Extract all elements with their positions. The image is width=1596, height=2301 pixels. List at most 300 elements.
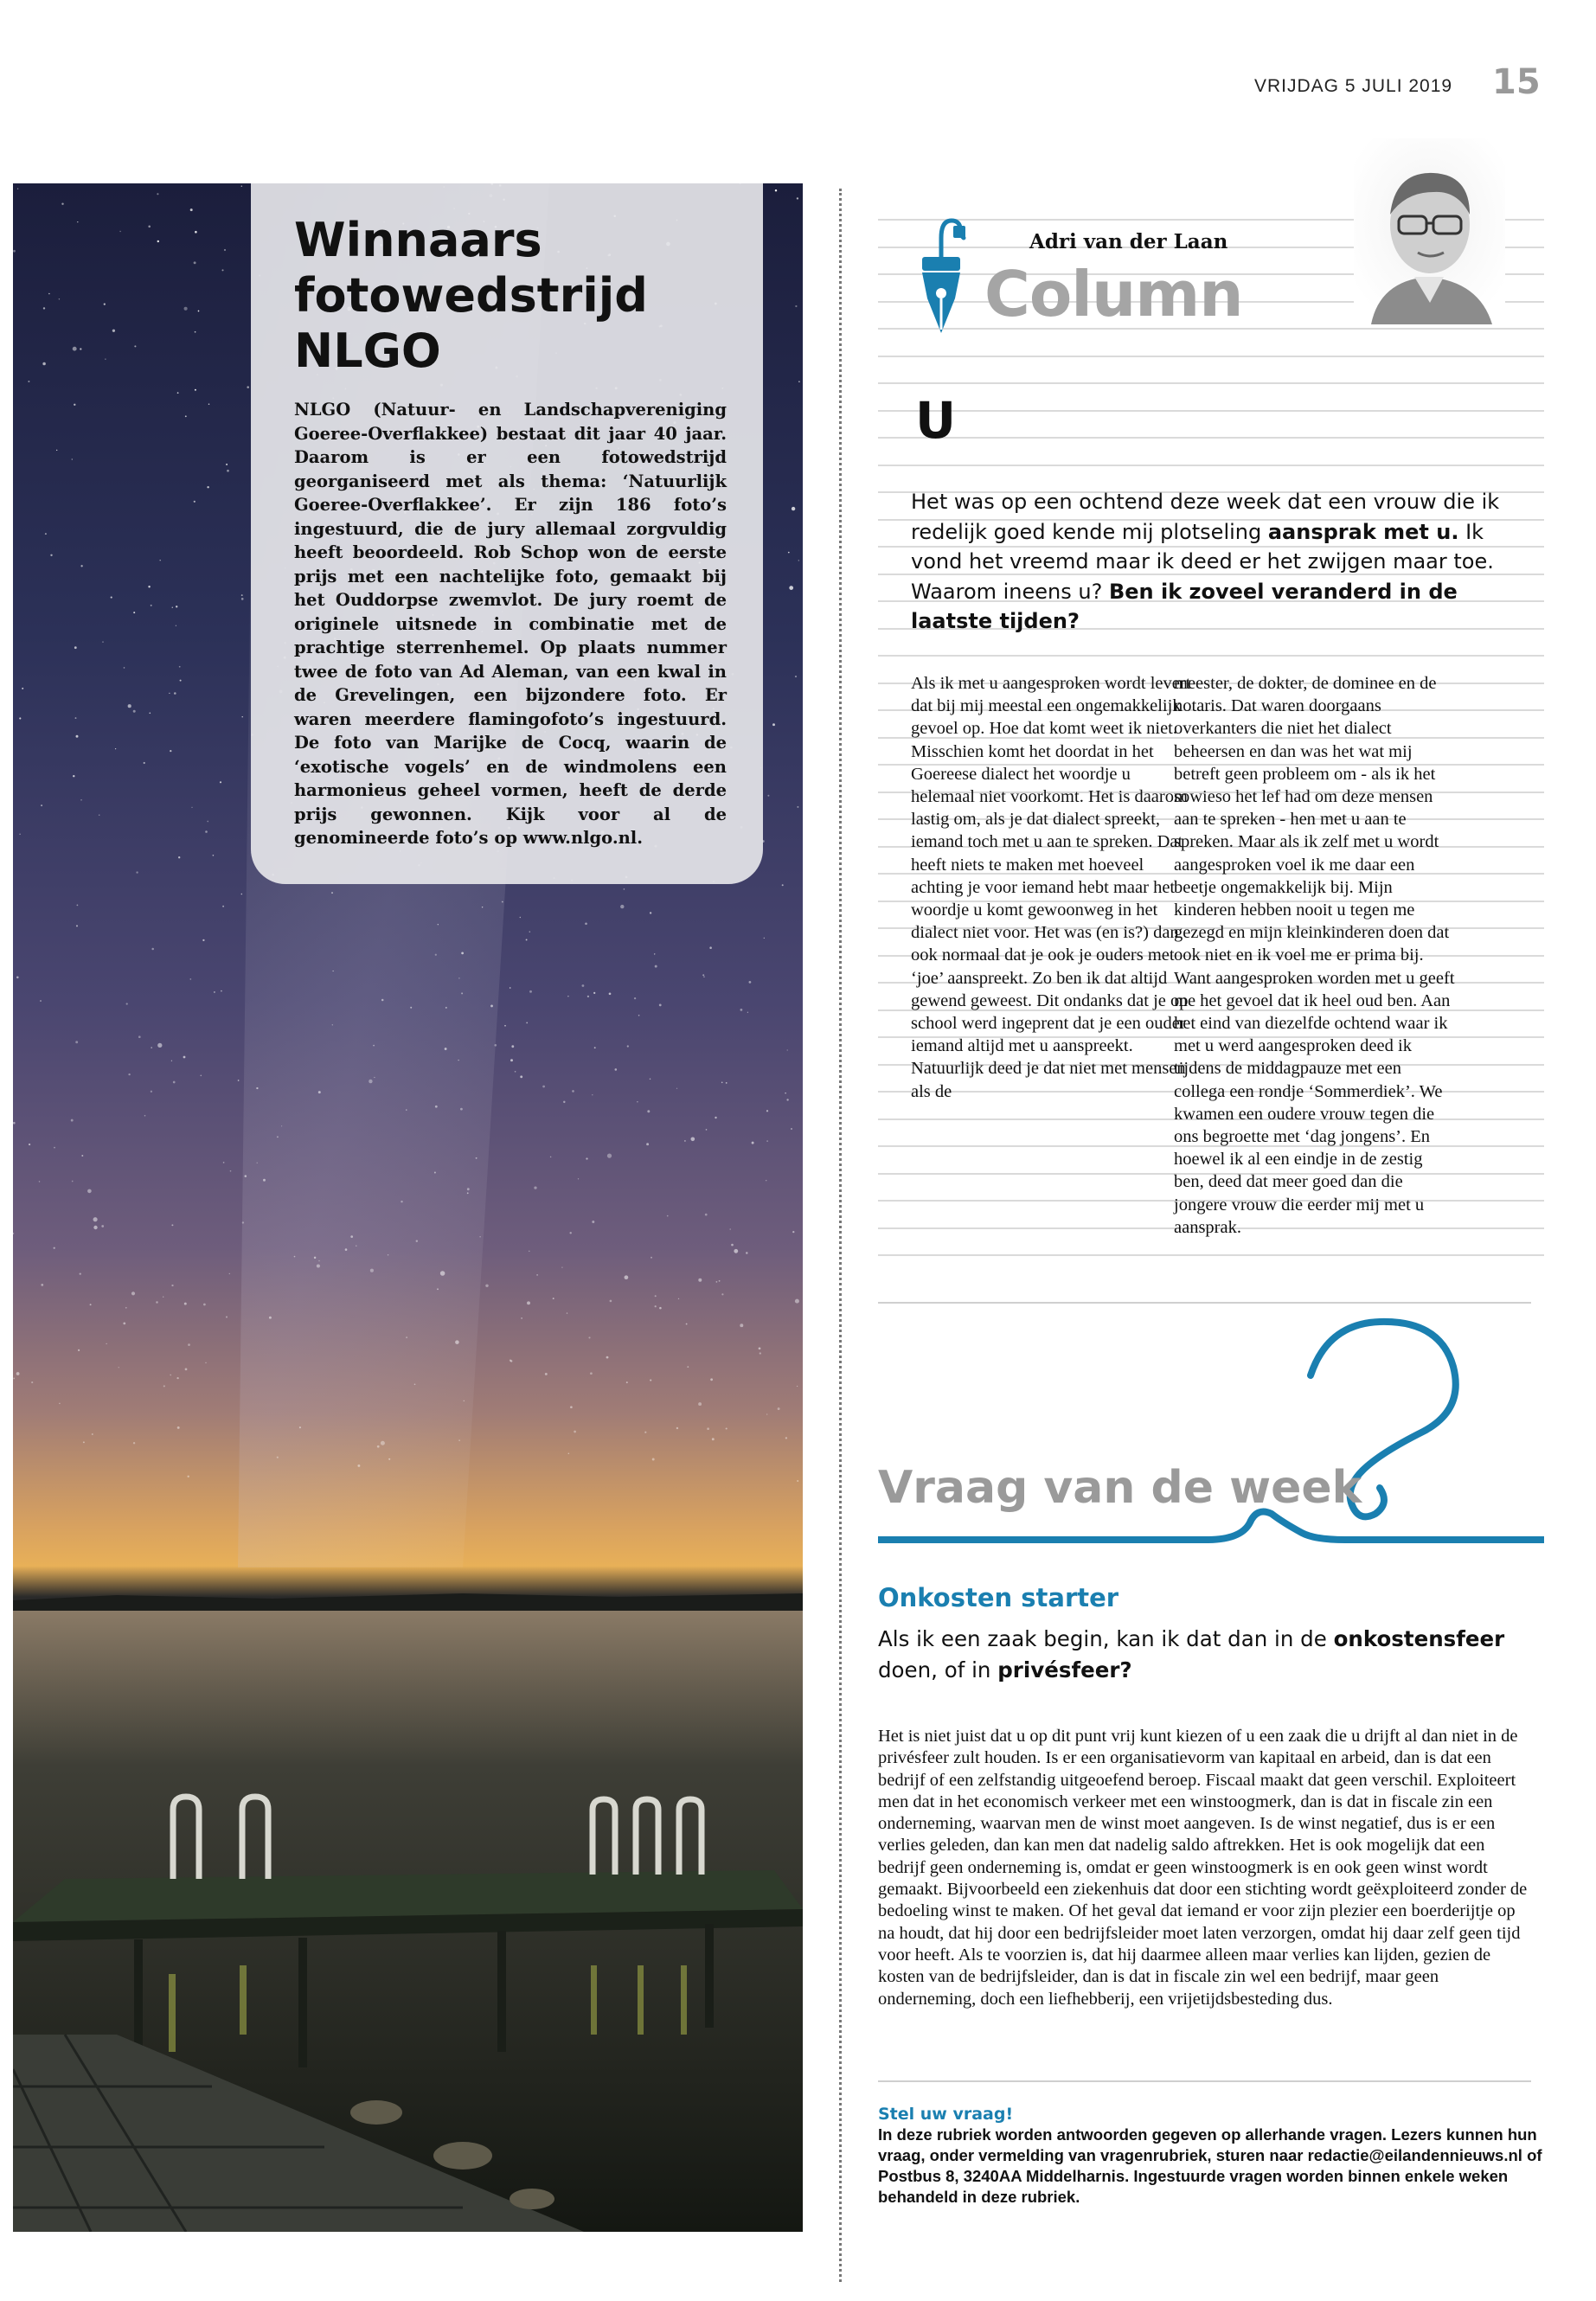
question-answer: Het is niet juist dat u op dit punt vrij kunt kiezen of u een zaak die u drijft al dan niet in de privésfeer zult houden. Is er een organisatievorm van kapitaal en arbeid, dan is dat een bedrijf of een zelfstandig uitgeoefend beroep. Fiscaal maakt dat geen verschil. Exploiteert men dat in het economisch verkeer met een winstoogmerk, dan is dat in fiscale zin een onderneming, waarvan men de winst moet aangeven. Is de winst negatief, dus is er een verlies geleden, dan kan men dat nadelig saldo aftrekken. Het is ook mogelijk dat een bedrijf geen onderneming is, omdat er geen winstoogmerk is en ook geen winst wordt gemaakt. Bijvoorbeeld een ziekenhuis dat door een stichting wordt geëxploiteerd zonder de bedoeling winst te maken. Of het geval dat iemand er voor zijn plezier een boerderijtje op na houdt, dat hij door een bedrijfsleider moet laten verzorgen, omdat hij daar zelf geen tijd voor heeft. Als te voorzien is, dat hij daarmee alleen maar verlies kan lijden, gezien de kosten van de bedrijfsleider, dan is dat in fiscale zin wel een bedrijf, maar geen onderneming, doch een liefhebberij, een vrijetijdsbesteding dus. (878, 1727, 1528, 2009)
star (526, 1022, 528, 1023)
star (586, 1157, 587, 1159)
star (115, 748, 116, 749)
star (72, 1181, 74, 1183)
star (582, 984, 585, 987)
column-headline: U (915, 391, 957, 450)
star (374, 1077, 375, 1078)
star (712, 1438, 715, 1440)
star (177, 1426, 180, 1429)
star (644, 1432, 646, 1433)
star (229, 1273, 230, 1274)
star (157, 193, 158, 195)
star (787, 1049, 788, 1050)
star (715, 1117, 716, 1118)
star (590, 1372, 593, 1375)
star (759, 1347, 761, 1349)
star (460, 1108, 463, 1111)
star (195, 389, 196, 391)
column-intro-text-2: Ik vond het vreemd maar ik deed er het zwijgen maar toe. Waarom ineens u? (911, 519, 1494, 604)
star (785, 1093, 786, 1094)
star (760, 1352, 761, 1354)
star (461, 992, 463, 994)
star (592, 1094, 593, 1095)
star (792, 507, 795, 510)
star (734, 1249, 738, 1253)
star (553, 1298, 554, 1299)
star (194, 501, 195, 503)
winners-body: NLGO (Natuur- en Landschapvereniging Goeree-Overflakkee) bestaat dit jaar 40 jaar. Daarom is er een fotowedstrijd georganiseerd met als thema: ‘Natuurlijk Goeree-Overflakkee’. Er zijn 186 foto’s ingestuurd, die de jury allemaal zorgvuldig heeft beoordeeld. Rob Schop won de eerste prijs met een nachtelijke foto, gemaakt bij het Ouddorpse zwemvlot. De jury roemt de originele uitsnede in combinatie met de prachtige sterrenhemel. Op plaats nummer twee de foto van Ad Aleman, van een kwal in de Grevelingen, een bijzondere foto. Er waren meerdere flamingofoto’s ingestuurd. De foto van Marijke de Cocq, waarin de ‘exotische vogels’ en de windmolens een harmonieus geheel vormen, heeft de derde prijs gewonnen. Kijk voor al de genomineerde foto’s op www.nlgo.nl. (294, 400, 727, 848)
star (401, 1201, 402, 1202)
star (183, 1056, 186, 1059)
star (726, 1082, 727, 1084)
star (221, 269, 223, 271)
star (510, 1059, 513, 1061)
star (198, 311, 200, 312)
star (434, 1172, 436, 1174)
star (740, 1324, 743, 1327)
star (188, 1343, 190, 1346)
star (792, 1231, 794, 1233)
star (594, 1047, 596, 1048)
star (607, 1153, 612, 1157)
star (650, 1380, 651, 1381)
column-intro-bold-1: aansprak met u. (1267, 519, 1459, 544)
star (797, 806, 798, 808)
star (207, 486, 208, 488)
star (529, 931, 531, 933)
star (627, 1045, 629, 1047)
question-subtitle: Onkosten starter (878, 1583, 1119, 1612)
star (76, 735, 79, 738)
ruled-line (878, 382, 1544, 384)
star (563, 1101, 565, 1103)
star (676, 1427, 678, 1429)
star (124, 667, 125, 669)
star (126, 1003, 128, 1004)
ruled-line (878, 356, 1544, 357)
star (188, 1476, 189, 1477)
star (766, 1110, 768, 1112)
star (624, 888, 625, 890)
star (83, 1441, 85, 1443)
ruled-line (878, 437, 1544, 439)
ruled-line (878, 1254, 1544, 1256)
star (171, 1224, 173, 1226)
winners-title-line-1: Winnaars (294, 213, 542, 267)
star (795, 1299, 799, 1304)
star (156, 1301, 157, 1303)
star (625, 1275, 629, 1279)
star (102, 641, 104, 643)
star (797, 1480, 798, 1482)
star (370, 1269, 374, 1272)
star (299, 1426, 301, 1428)
star (650, 1079, 651, 1080)
star (767, 795, 769, 797)
star (572, 1090, 574, 1093)
star (710, 1378, 713, 1381)
star (435, 1106, 438, 1108)
star (202, 939, 204, 941)
star (615, 1068, 618, 1071)
star (241, 894, 243, 895)
star (606, 1356, 609, 1359)
star (157, 1043, 162, 1048)
vraag-bottom-rule (878, 2080, 1531, 2082)
column-text-left: Als ik met u aangesproken wordt levert dat bij mij meestal een ongemakkelijk gevoel op. Hoe dat komt weet ik niet. Misschien komt het doordat in het Goereese dialect het woordje u helemaal niet voorkomt. Het is daarom lastig om, als je dat dialect spreekt, iemand toch met u aan te spreken. Dat heeft niets te maken met hoeveel achting je voor iemand hebt maar het woordje u komt gewoonweg in het dialect niet voor. Het was (en is?) dan ook normaal dat je ook je ouders met ‘joe’ aanspreekt. Zo ben ik dat altijd gewend geweest. Dit ondanks dat je op school werd ingeprent dat je een ouder iemand altijd met u aanspreekt. Natuurlijk deed je dat niet met mensen als de (911, 674, 1191, 1101)
star (526, 939, 528, 940)
star (785, 1437, 787, 1439)
star (634, 997, 636, 999)
vraag-title: Vraag van de week (878, 1462, 1362, 1514)
star (277, 1136, 279, 1138)
star (54, 1247, 55, 1249)
star (176, 1377, 178, 1379)
star (176, 606, 177, 607)
star (467, 1192, 469, 1194)
star (455, 1340, 459, 1344)
star (172, 607, 173, 608)
star (345, 1248, 348, 1251)
star (655, 1295, 657, 1297)
star (716, 1281, 718, 1283)
star (772, 723, 775, 726)
star (570, 1406, 573, 1408)
star (144, 762, 145, 764)
star (702, 974, 704, 976)
star (184, 1303, 187, 1305)
star (163, 1385, 165, 1387)
star (791, 1128, 792, 1130)
star (659, 1004, 662, 1007)
star (705, 1214, 708, 1216)
star (157, 240, 159, 242)
star (13, 1377, 15, 1379)
star (536, 1274, 538, 1276)
column-author: Adri van der Laan (1029, 230, 1228, 253)
star (149, 712, 151, 714)
star (40, 1000, 42, 1002)
star (592, 1221, 594, 1223)
star (651, 1257, 652, 1259)
star (128, 704, 131, 708)
star (128, 1074, 130, 1075)
star (93, 1226, 97, 1229)
star (81, 1155, 83, 1157)
star (41, 804, 42, 806)
star (534, 1186, 536, 1189)
star (13, 250, 16, 253)
star (350, 1235, 353, 1238)
star (74, 646, 77, 649)
star (179, 666, 181, 668)
star (78, 1349, 80, 1351)
star (191, 807, 192, 808)
star (795, 676, 797, 677)
star (706, 1129, 708, 1131)
star (550, 1157, 552, 1158)
star (148, 226, 151, 228)
star (256, 1087, 258, 1089)
star (133, 612, 135, 613)
star (80, 565, 82, 567)
star (205, 1362, 206, 1363)
star (515, 1071, 516, 1073)
star (406, 1109, 407, 1110)
ruled-line (878, 655, 1544, 657)
star (626, 1381, 628, 1383)
star (151, 1091, 152, 1093)
star (241, 185, 242, 186)
star (101, 1225, 104, 1227)
star (242, 1221, 244, 1223)
star (241, 594, 243, 596)
star (410, 1007, 412, 1009)
star (749, 981, 752, 984)
star (16, 977, 19, 979)
star (317, 1264, 320, 1267)
star (435, 954, 437, 956)
star (43, 307, 45, 309)
star (775, 189, 777, 191)
column-intro-bold-2: Ben ik zoveel veranderd in de laatste tijden? (911, 579, 1458, 633)
star (222, 906, 224, 907)
star (48, 293, 50, 295)
star (16, 1372, 20, 1375)
star (318, 1260, 320, 1262)
star (294, 1256, 296, 1258)
star (73, 347, 77, 351)
star (105, 358, 106, 359)
star (731, 1244, 734, 1247)
star (502, 901, 503, 903)
star (797, 197, 798, 199)
star (726, 1427, 727, 1429)
star (125, 1307, 127, 1309)
star (178, 856, 180, 858)
star (388, 1458, 390, 1460)
star (220, 781, 221, 783)
star (41, 1284, 43, 1286)
star (752, 1142, 754, 1144)
star (416, 1240, 418, 1241)
star (703, 976, 704, 977)
star (45, 533, 47, 535)
star (567, 996, 568, 997)
star (654, 953, 655, 954)
ruled-line (878, 410, 1544, 412)
star (174, 692, 176, 695)
star (180, 680, 182, 682)
ask-question-body: In deze rubriek worden antwoorden gegeven op allerhande vragen. Lezers kunnen hun vraag, onder vermelding van vragenrubriek, sturen naar redactie@eilandennieuws.nl of Postbus 8, 3240AA Middelharnis. Ingestuurde vragen worden binnen enkele weken behandeld in deze rubriek. (878, 2125, 1542, 2206)
star (195, 331, 196, 333)
star (318, 1091, 321, 1093)
star (764, 938, 765, 939)
star (574, 1431, 576, 1433)
star (458, 977, 459, 978)
star (678, 1298, 679, 1299)
star (637, 1101, 638, 1102)
star (50, 554, 52, 556)
star (171, 1285, 173, 1286)
star (778, 1407, 780, 1410)
star (190, 208, 193, 211)
star (54, 1147, 55, 1149)
star (195, 231, 197, 234)
star (782, 884, 784, 886)
star (440, 1271, 445, 1276)
star (170, 750, 171, 752)
star (80, 799, 82, 801)
star (381, 1441, 385, 1445)
star (709, 946, 712, 949)
star (72, 458, 73, 459)
star (438, 924, 439, 925)
star (59, 1403, 61, 1405)
star (241, 598, 244, 600)
star (458, 1439, 460, 1441)
star (226, 1317, 228, 1318)
star (131, 1292, 135, 1295)
star (74, 404, 75, 406)
question-lead-text-1: Als ik een zaak begin, kan ik dat dan in de (878, 1626, 1334, 1651)
star (31, 1381, 33, 1383)
star (510, 987, 511, 989)
column-divider (839, 189, 842, 2282)
star (766, 1180, 767, 1182)
star (561, 1266, 562, 1267)
star (521, 1317, 522, 1319)
star (461, 952, 464, 955)
star (638, 1015, 640, 1016)
star (650, 912, 651, 913)
star (277, 1457, 279, 1458)
star (485, 1285, 488, 1287)
star (786, 1099, 788, 1100)
ruled-line (878, 465, 1544, 466)
star (568, 1453, 570, 1455)
star (269, 1317, 272, 1319)
star (238, 1080, 240, 1081)
star (28, 381, 29, 382)
star (504, 1025, 506, 1027)
star (797, 1386, 798, 1387)
winners-title-line-2: fotowedstrijd (294, 268, 648, 323)
star (245, 1175, 247, 1177)
star (587, 996, 589, 997)
star (476, 1157, 478, 1159)
star (698, 1402, 702, 1406)
star (227, 470, 229, 472)
star (676, 1088, 677, 1089)
column-intro-text-1: Het was op een ochtend deze week dat een vrouw die ik redelijk goed kende mij plotseling (911, 490, 1500, 544)
star (652, 1458, 655, 1461)
star (75, 1041, 78, 1043)
star (659, 1307, 662, 1310)
star (185, 415, 187, 417)
star (42, 362, 46, 366)
star (795, 305, 797, 307)
star (647, 1110, 650, 1112)
fountain-pen-icon (907, 203, 976, 337)
star (740, 1009, 742, 1011)
star (445, 1048, 447, 1050)
star (73, 775, 74, 777)
star (80, 348, 81, 349)
star (729, 1228, 731, 1230)
star (90, 1304, 92, 1305)
star (205, 830, 208, 833)
ask-question-title: Stel uw vraag! (878, 2105, 1014, 2124)
star (77, 905, 79, 907)
star (331, 892, 333, 894)
star (593, 992, 595, 994)
star (721, 1293, 723, 1295)
star (520, 917, 521, 918)
star (445, 1007, 447, 1009)
star (169, 693, 170, 694)
column-text-right: meester, de dokter, de dominee en de notaris. Dat waren doorgaans overkanters die niet het dialect beheersen en dan was het wat mij betreft geen probleem om - als ik het sowieso het lef had om deze mensen aan te spreken - hen met u aan te spreken. Maar als ik zelf met u wordt aangesproken voel ik me daar een beetje ongemakkelijk bij. Mijn kinderen hebben nooit u tegen me gezegd en mijn kleinkinderen doen dat ook niet en ik voel me er prima bij. Want aangesproken worden met u geeft me het gevoel dat ik heel oud ben. Aan het eind van diezelfde ochtend waar ik met u werd aangesproken deed ik tijdens de middagpauze met een collega een rondje ‘Sommerdiek’. We kwamen een oudere vrouw tegen die ons begroette met ‘dag jongens’. En hoewel ik al een eindje in de zestig ben, deed dat meer goed dan die jongere vrouw die eerder mij met u aansprak. (1174, 674, 1455, 1237)
star (798, 560, 799, 561)
winners-title-line-3: NLGO (294, 324, 441, 378)
star (189, 978, 191, 980)
star (357, 1465, 360, 1467)
star (119, 231, 120, 232)
star (112, 330, 115, 332)
star (490, 1004, 493, 1007)
winners-article (251, 183, 763, 884)
star (144, 1115, 146, 1117)
star (203, 1304, 206, 1306)
star (406, 1336, 407, 1338)
star (185, 1368, 188, 1371)
star (414, 1384, 416, 1386)
star (133, 710, 136, 713)
star (224, 249, 226, 251)
star (747, 1012, 748, 1013)
star (106, 1343, 107, 1344)
star (707, 1427, 709, 1430)
star (87, 1189, 92, 1194)
star (467, 1188, 470, 1190)
star (151, 948, 154, 951)
star (746, 1252, 747, 1253)
star (19, 834, 20, 835)
issue-date: VRIJDAG 5 JULI 2019 (1254, 76, 1453, 96)
star (247, 386, 249, 388)
star (798, 381, 800, 382)
star (226, 464, 228, 465)
star (687, 1366, 689, 1368)
star (80, 1272, 81, 1274)
star (377, 1445, 380, 1448)
star (494, 1044, 497, 1047)
star (133, 1442, 135, 1444)
star (527, 1301, 530, 1304)
page-number: 15 (1492, 62, 1541, 102)
star (788, 552, 790, 554)
star (123, 1323, 125, 1325)
star (263, 1179, 266, 1182)
star (766, 1413, 767, 1414)
star (510, 1360, 512, 1362)
author-portrait (1354, 138, 1505, 324)
star (138, 1035, 141, 1038)
star (588, 1336, 590, 1338)
star (684, 1140, 686, 1142)
star (184, 307, 188, 311)
star (39, 1181, 41, 1183)
